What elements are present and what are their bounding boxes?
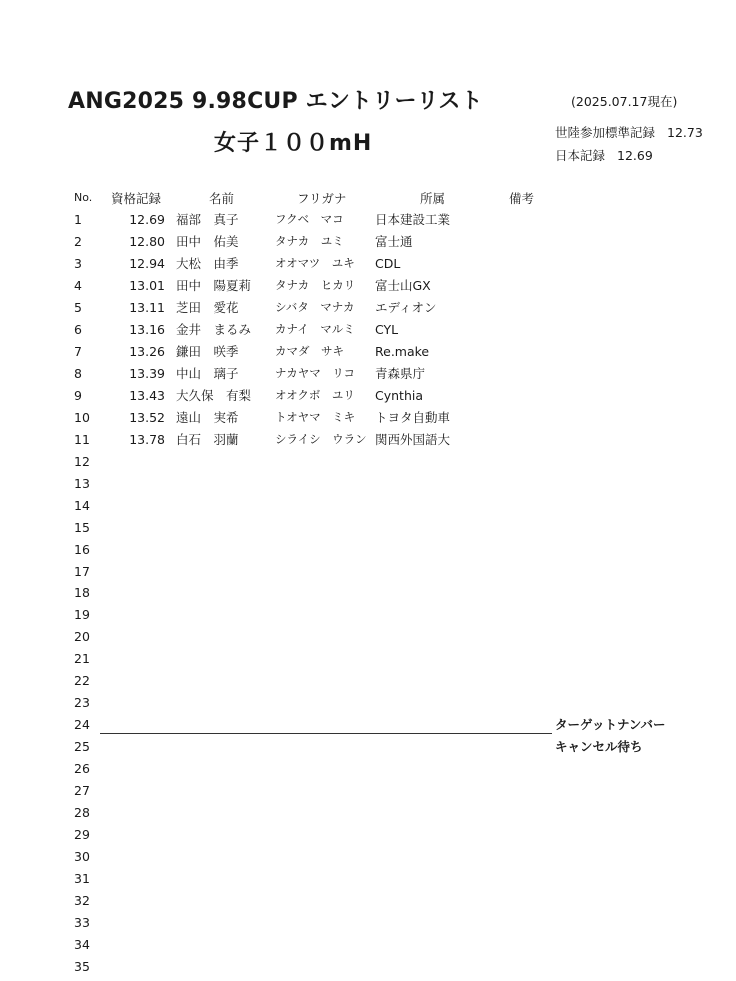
- table-row: [0, 517, 736, 539]
- entry-affiliation: Re.make: [375, 343, 430, 359]
- entry-number: 5: [74, 299, 82, 315]
- entry-name: 福部 真子: [176, 212, 239, 227]
- table-row: [0, 275, 736, 297]
- table-row: [0, 561, 736, 583]
- entry-number: 9: [74, 387, 82, 403]
- entry-furigana: タナカ ヒカリ: [275, 277, 356, 292]
- entry-furigana: カマダ サキ: [275, 343, 344, 358]
- entry-name: 大久保 有梨: [176, 387, 252, 403]
- entry-number: 27: [74, 783, 90, 799]
- entry-number: 3: [74, 255, 82, 271]
- table-row: [0, 539, 736, 561]
- entry-record: 13.39: [129, 365, 165, 381]
- entry-name: 白石 羽蘭: [176, 431, 239, 447]
- entry-number: 21: [74, 651, 90, 667]
- table-row: [0, 670, 736, 692]
- entry-number: 28: [74, 805, 90, 821]
- event-name: 女子１００mH: [214, 131, 373, 156]
- entry-affiliation: 富士通: [375, 233, 413, 249]
- entry-furigana: フクベ マコ: [275, 212, 344, 226]
- world-champs-standard: [555, 123, 703, 141]
- entry-number: 32: [74, 893, 90, 909]
- entry-record: 13.16: [129, 321, 165, 337]
- table-row: [0, 868, 736, 890]
- entry-number: 8: [74, 365, 82, 381]
- entry-number: 31: [74, 871, 90, 887]
- table-row: [0, 341, 736, 363]
- column-header-remarks: 備考: [509, 191, 535, 206]
- entry-record: 13.78: [129, 431, 165, 447]
- as-of-date: (2025.07.17現在): [571, 94, 678, 109]
- table-row: [0, 253, 736, 275]
- entry-affiliation: 日本建設工業: [375, 212, 451, 227]
- entry-name: 金井 まるみ: [176, 321, 252, 337]
- entry-number: 14: [74, 497, 90, 513]
- entry-number: 17: [74, 563, 90, 579]
- entry-number: 16: [74, 541, 90, 557]
- entry-affiliation: エディオン: [375, 299, 437, 315]
- entry-number: 1: [74, 212, 82, 227]
- table-row: [0, 495, 736, 517]
- entry-affiliation: 富士山GX: [375, 277, 431, 293]
- entry-furigana: シバタ マナカ: [275, 299, 355, 314]
- entry-list: [0, 209, 736, 978]
- table-row: [0, 582, 736, 604]
- record-label: 世陸参加標準記録: [555, 125, 656, 140]
- table-row: [0, 934, 736, 956]
- entry-number: 11: [74, 431, 90, 447]
- entry-name: 田中 佑美: [176, 233, 239, 249]
- entry-affiliation: 青森県庁: [375, 365, 426, 381]
- entry-number: 2: [74, 233, 82, 249]
- entry-furigana: シライシ ウラン: [275, 431, 367, 446]
- entry-number: 29: [74, 827, 90, 843]
- column-header-no: No.: [74, 191, 93, 204]
- entry-record: 13.52: [129, 409, 165, 425]
- table-row: [0, 824, 736, 846]
- entry-number: 30: [74, 849, 90, 865]
- entry-name: 田中 陽夏莉: [176, 277, 252, 293]
- entry-number: 35: [74, 958, 90, 974]
- entry-number: 23: [74, 695, 90, 711]
- table-row: [0, 385, 736, 407]
- entry-number: 13: [74, 475, 90, 491]
- entry-furigana: トオヤマ ミキ: [275, 409, 356, 424]
- record-label: 日本記録: [555, 148, 606, 163]
- table-row: [0, 890, 736, 912]
- entry-name: 遠山 実希: [176, 409, 239, 425]
- table-row: [0, 604, 736, 626]
- table-row: [0, 626, 736, 648]
- entry-number: 20: [74, 629, 90, 645]
- table-row: [0, 429, 736, 451]
- table-row: [0, 407, 736, 429]
- entry-affiliation: 関西外国語大: [375, 431, 451, 447]
- column-header-record: 資格記録: [111, 191, 162, 206]
- entry-number: 6: [74, 321, 82, 337]
- table-row: [0, 912, 736, 934]
- entry-furigana: オオマツ ユキ: [275, 255, 355, 270]
- table-row: [0, 692, 736, 714]
- entry-number: 10: [74, 409, 90, 425]
- entry-number: 34: [74, 936, 90, 952]
- column-header-affiliation: 所属: [420, 191, 446, 206]
- entry-record: 13.01: [129, 277, 165, 293]
- table-row: [0, 363, 736, 385]
- table-row: [0, 648, 736, 670]
- table-row: [0, 231, 736, 253]
- column-header-furigana: フリガナ: [297, 191, 347, 206]
- japan-record: [555, 146, 653, 164]
- record-value: 12.69: [617, 148, 653, 163]
- table-row: [0, 846, 736, 868]
- entry-furigana: カナイ マルミ: [275, 321, 355, 336]
- record-value: 12.73: [667, 125, 703, 140]
- entry-record: 12.69: [129, 212, 165, 227]
- entry-record: 12.94: [129, 255, 165, 271]
- entry-number: 25: [74, 739, 90, 755]
- waitlist-label: キャンセル待ち: [555, 739, 643, 754]
- table-row: [0, 209, 736, 231]
- table-row: [0, 473, 736, 495]
- entry-furigana: オオクボ ユリ: [275, 387, 355, 402]
- entry-record: 12.80: [129, 233, 165, 249]
- entry-name: 鎌田 咲季: [176, 343, 239, 359]
- entry-number: 18: [74, 585, 90, 601]
- entry-number: 33: [74, 915, 90, 930]
- entry-number: 7: [74, 343, 82, 359]
- entry-furigana: タナカ ユミ: [275, 233, 344, 248]
- table-row: [0, 297, 736, 319]
- entry-affiliation: トヨタ自動車: [375, 409, 451, 425]
- entry-affiliation: CDL: [375, 255, 401, 271]
- entry-name: 芝田 愛花: [176, 299, 239, 315]
- page-title: ANG2025 9.98CUP エントリーリスト: [68, 89, 483, 114]
- entry-number: 22: [74, 673, 90, 689]
- entry-record: 13.11: [129, 299, 165, 315]
- entry-affiliation: Cynthia: [375, 387, 424, 403]
- table-row: [0, 780, 736, 802]
- table-row: [0, 451, 736, 473]
- table-row: [0, 319, 736, 341]
- entry-number: 19: [74, 607, 90, 623]
- table-row: [0, 802, 736, 824]
- target-number-label: ターゲットナンバー: [555, 717, 666, 732]
- entry-furigana: ナカヤマ リコ: [275, 365, 356, 380]
- table-row: [0, 758, 736, 780]
- entry-number: 26: [74, 761, 90, 777]
- table-row: [0, 956, 736, 978]
- entry-name: 中山 璃子: [176, 365, 239, 381]
- column-header-name: 名前: [209, 191, 235, 206]
- entry-name: 大松 由季: [176, 255, 239, 271]
- entry-affiliation: CYL: [375, 321, 399, 337]
- entry-number: 12: [74, 453, 90, 469]
- entry-record: 13.26: [129, 343, 165, 359]
- target-number-line: [100, 733, 552, 734]
- entry-number: 15: [74, 519, 90, 535]
- entry-number: 4: [74, 277, 82, 293]
- entry-number: 24: [74, 717, 90, 733]
- entry-record: 13.43: [129, 387, 165, 403]
